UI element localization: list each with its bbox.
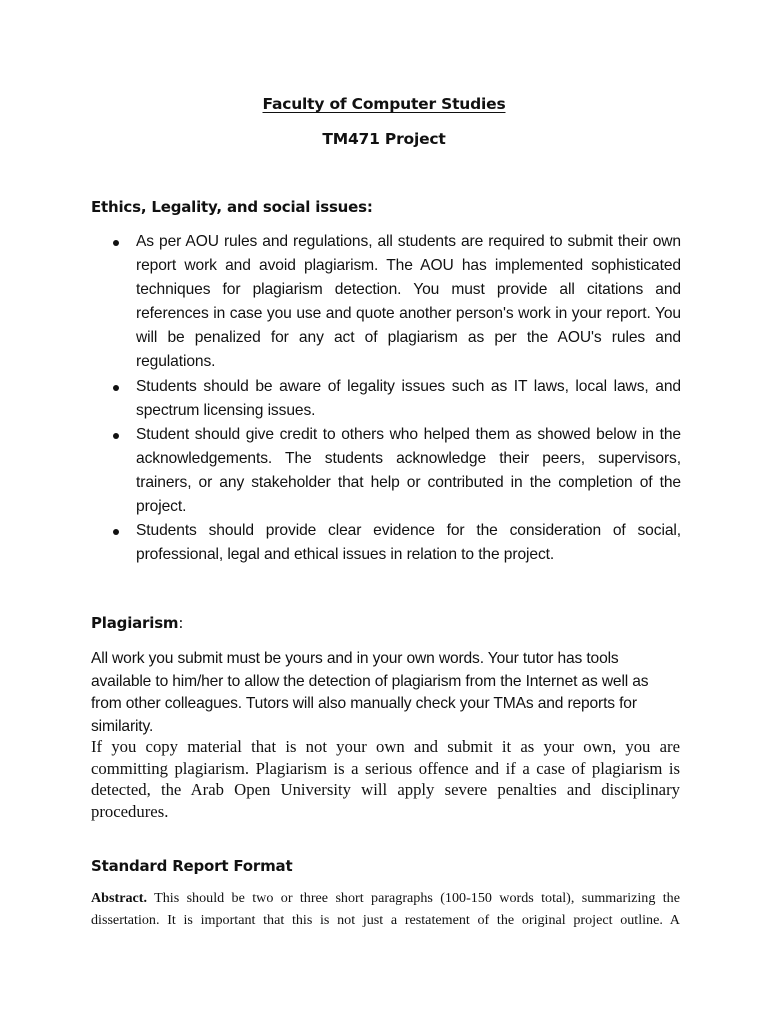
project-title: TM471 Project <box>322 130 446 148</box>
plagiarism-paragraph-1: All work you submit must be yours and in your own words. Your tutor has tools available to him/her to allow the detection of plagiarism from the Internet as well as from other colleagues. Tutors will also manually check your TMAs and reports for similarity. <box>91 650 649 735</box>
abstract-label: Abstract. <box>91 890 147 906</box>
ethics-heading: Ethics, Legality, and social issues: <box>91 198 373 216</box>
list-item: As per AOU rules and regulations, all students are required to submit their own report work and avoid plagiarism. The AOU has implemented sophisticated techniques for plagiarism detection. You must provide all citations and references in case you use and quote another person's work in your report. You will be penalized for any act of plagiarism as per the AOU's rules and regulations. <box>91 230 681 375</box>
list-item: Students should provide clear evidence for the consideration of social, professional, legal and ethical issues in relation to the project. <box>91 519 681 567</box>
bullet-icon <box>113 385 119 391</box>
abstract-text: This should be two or three short paragraphs (100-150 words total), summarizing the dissertation. It is important that this is not just a restatement of the original project outline. A <box>91 890 680 928</box>
plagiarism-heading: Plagiarism: <box>91 614 184 632</box>
report-format-heading: Standard Report Format <box>91 857 293 875</box>
ethics-bullet-list <box>91 230 681 567</box>
plagiarism-paragraph-2: If you copy material that is not your own and submit it as your own, you are committing plagiarism. Plagiarism is a serious offence and if a case of plagiarism is detected, the Arab Open University will apply severe penalties and disciplinary procedures. <box>91 737 680 821</box>
list-item: Student should give credit to others who helped them as showed below in the acknowledgements. The students acknowledge their peers, supervisors, trainers, or any stakeholder that help or contributed in the completion of the project. <box>91 423 681 519</box>
bullet-icon <box>113 240 119 246</box>
bullet-icon <box>113 529 119 535</box>
list-item: Students should be aware of legality issues such as IT laws, local laws, and spectrum licensing issues. <box>91 375 681 423</box>
faculty-title: Faculty of Computer Studies <box>262 95 506 113</box>
bullet-icon <box>113 433 119 439</box>
abstract-paragraph <box>91 888 680 931</box>
